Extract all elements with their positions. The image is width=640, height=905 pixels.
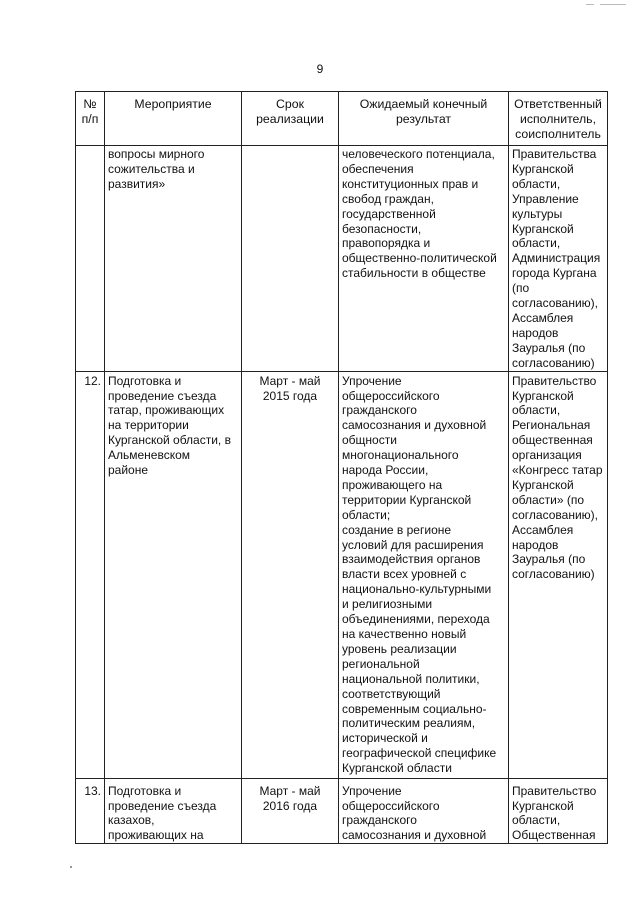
table-row bbox=[76, 778, 608, 844]
header-event: Мероприятие bbox=[105, 92, 242, 146]
row-period: Март - май 2016 года bbox=[242, 778, 339, 844]
row-num bbox=[76, 146, 105, 372]
row-result: Упрочение общероссийского гражданского самосознания и духовной общности многонационального народа России, проживающего на территории Курганской области; создание в регионе условий для расширения взаимодействия органов власти всех уровней с национально-культурными и религиозными объединениями, перехода на качественно новый уровень реализации региональной национальной политики, соответствующий современным социально- политическим реалиям, исторической и географической специфике Курганской области bbox=[339, 371, 509, 778]
row-executor: Правительство Курганской области, Региональная общественная организация «Конгресс татар Курганской области» (по согласованию), Ассамблея народов Зауралья (по согласованию) bbox=[509, 371, 608, 778]
row-event: Подготовка и проведение съезда казахов, проживающих на bbox=[105, 778, 242, 844]
row-period bbox=[242, 146, 339, 372]
table-row bbox=[76, 371, 608, 778]
header-result: Ожидаемый конечный результат bbox=[339, 92, 509, 146]
table-row bbox=[76, 146, 608, 372]
row-event: Подготовка и проведение съезда татар, проживающих на территории Курганской области, в Альменевском районе bbox=[105, 371, 242, 778]
row-executor: Правительство Курганской области, Общественная bbox=[509, 778, 608, 844]
row-result: человеческого потенциала, обеспечения конституционных прав и свобод граждан, государственной безопасности, правопорядка и общественно-политической стабильности в обществе bbox=[339, 146, 509, 372]
table-header-row bbox=[76, 92, 608, 146]
row-period: Март - май 2015 года bbox=[242, 371, 339, 778]
header-num: № п/п bbox=[76, 92, 105, 146]
row-result: Упрочение общероссийского гражданского самосознания и духовной bbox=[339, 778, 509, 844]
row-event: вопросы мирного сожительства и развития» bbox=[105, 146, 242, 372]
row-num: 13. bbox=[76, 778, 105, 844]
scan-mark bbox=[586, 4, 594, 5]
scan-dot bbox=[70, 866, 72, 868]
row-executor: Правительства Курганской области, Управление культуры Курганской области, Администрация города Кургана (по согласованию), Ассамблея народов Зауралья (по согласованию) bbox=[509, 146, 608, 372]
events-table bbox=[75, 91, 608, 844]
header-executor: Ответственный исполнитель, соисполнитель bbox=[509, 92, 608, 146]
header-period: Срок реализации bbox=[242, 92, 339, 146]
page-number: 9 bbox=[316, 62, 324, 76]
row-num: 12. bbox=[76, 371, 105, 778]
scan-mark bbox=[600, 4, 626, 5]
